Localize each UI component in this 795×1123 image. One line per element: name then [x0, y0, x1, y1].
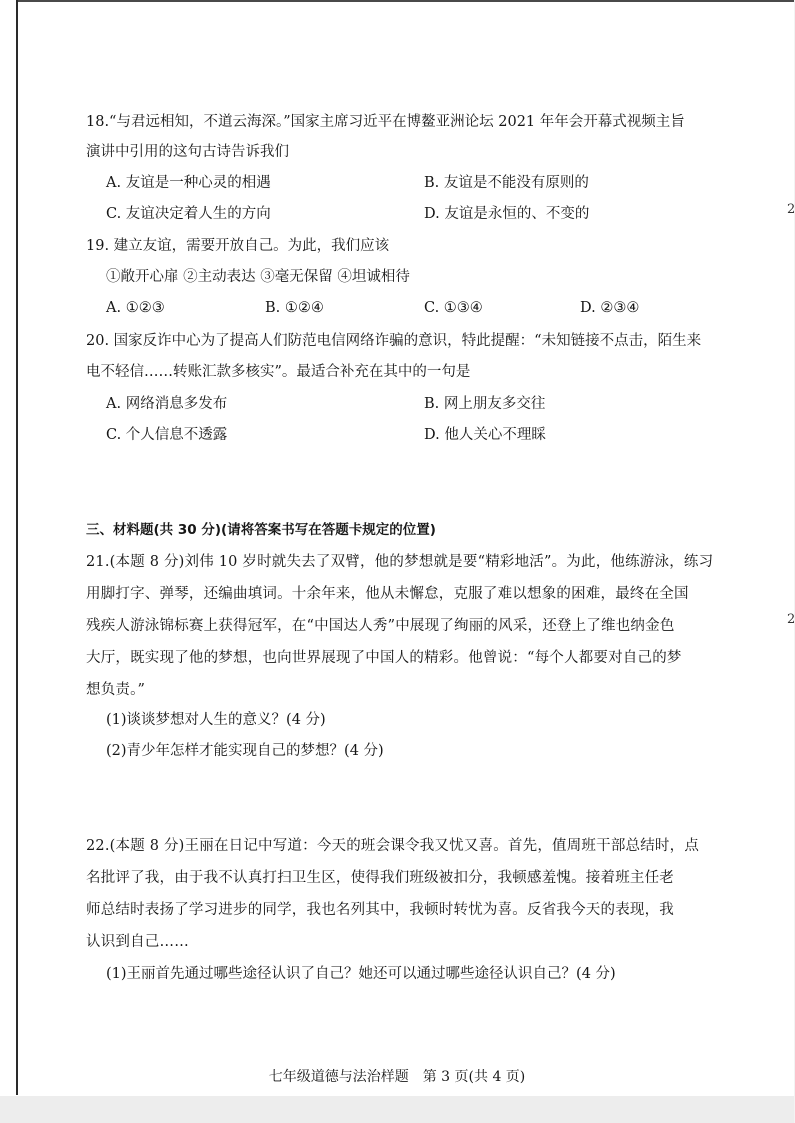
- q21-sub-question-2: (2)青少年怎样才能实现自己的梦想？(4 分): [106, 743, 384, 759]
- q20-option-a: A. 网络消息多发布: [106, 396, 228, 412]
- q20-option-d: D. 他人关心不理睬: [424, 427, 546, 443]
- q19-option-b: B. ①②④: [265, 300, 324, 316]
- q19-option-d: D. ②③④: [580, 300, 640, 316]
- q19-choices: ①敞开心扉 ②主动表达 ③毫无保留 ④坦诚相待: [106, 269, 410, 285]
- page-border-top: [16, 0, 794, 2]
- q18-option-d: D. 友谊是永恒的、不变的: [424, 206, 590, 222]
- q18-stem-line1: 18.“与君远相知，不道云海深。”国家主席习近平在博鳌亚洲论坛 2021 年年会开幕式视频主旨: [86, 114, 685, 130]
- q22-material-line2: 名批评了我，由于我不认真打扫卫生区，使得我们班级被扣分，我顿感羞愧。接着班主任老: [86, 870, 674, 886]
- q21-material-line4: 大厅，既实现了他的梦想，也向世界展现了中国人的精彩。他曾说：“每个人都要对自己的梦: [86, 650, 682, 666]
- page-footer: 七年级道德与法治样题 第 3 页(共 4 页): [268, 1069, 526, 1085]
- q18-option-a: A. 友谊是一种心灵的相遇: [106, 175, 271, 191]
- section-3-title: 三、材料题(共 30 分)(请将答案书写在答题卡规定的位置): [86, 522, 436, 538]
- q21-material-line3: 残疾人游泳锦标赛上获得冠军，在“中国达人秀”中展现了绚丽的风采，还登上了维也纳金色: [86, 618, 675, 634]
- edge-mark: 2: [787, 202, 795, 217]
- q22-sub-question-1: (1)王丽首先通过哪些途径认识了自己？她还可以通过哪些途径认识自己？(4 分): [106, 966, 616, 982]
- q18-stem-line2: 演讲中引用的这句古诗告诉我们: [86, 144, 289, 160]
- q19-stem: 19. 建立友谊，需要开放自己。为此，我们应该: [86, 238, 390, 254]
- q19-option-c: C. ①③④: [424, 300, 483, 316]
- q21-material-line2: 用脚打字、弹琴，还编曲填词。十余年来，他从未懈怠，克服了难以想象的困难，最终在全国: [86, 586, 689, 602]
- edge-mark: 2: [787, 612, 795, 627]
- q20-stem-line1: 20. 国家反诈中心为了提高人们防范电信网络诈骗的意识，特此提醒：“未知链接不点击，陌生来: [86, 333, 702, 349]
- page-bottom-shadow: [0, 1096, 794, 1123]
- q22-material-line4: 认识到自己……: [86, 934, 189, 950]
- q20-option-c: C. 个人信息不透露: [106, 427, 228, 443]
- q21-material-line5: 想负责。”: [86, 682, 146, 698]
- q20-option-b: B. 网上朋友多交往: [424, 396, 546, 412]
- q18-option-c: C. 友谊决定着人生的方向: [106, 206, 271, 222]
- q22-material-line1: 22.(本题 8 分)王丽在日记中写道：今天的班会课令我又忧又喜。首先，值周班干部总结时，点: [86, 838, 700, 854]
- q21-material-line1: 21.(本题 8 分)刘伟 10 岁时就失去了双臂，他的梦想就是要“精彩地活”。为此，他练游泳，练习: [86, 554, 714, 570]
- page-border-left: [16, 0, 18, 1095]
- q22-material-line3: 师总结时表扬了学习进步的同学，我也名列其中，我顿时转忧为喜。反省我今天的表现，我: [86, 902, 674, 918]
- q19-option-a: A. ①②③: [106, 300, 165, 316]
- q18-option-b: B. 友谊是不能没有原则的: [424, 175, 589, 191]
- q21-sub-question-1: (1)谈谈梦想对人生的意义？(4 分): [106, 712, 326, 728]
- q20-stem-line2: 电不轻信……转账汇款多核实”。最适合补充在其中的一句是: [86, 364, 471, 380]
